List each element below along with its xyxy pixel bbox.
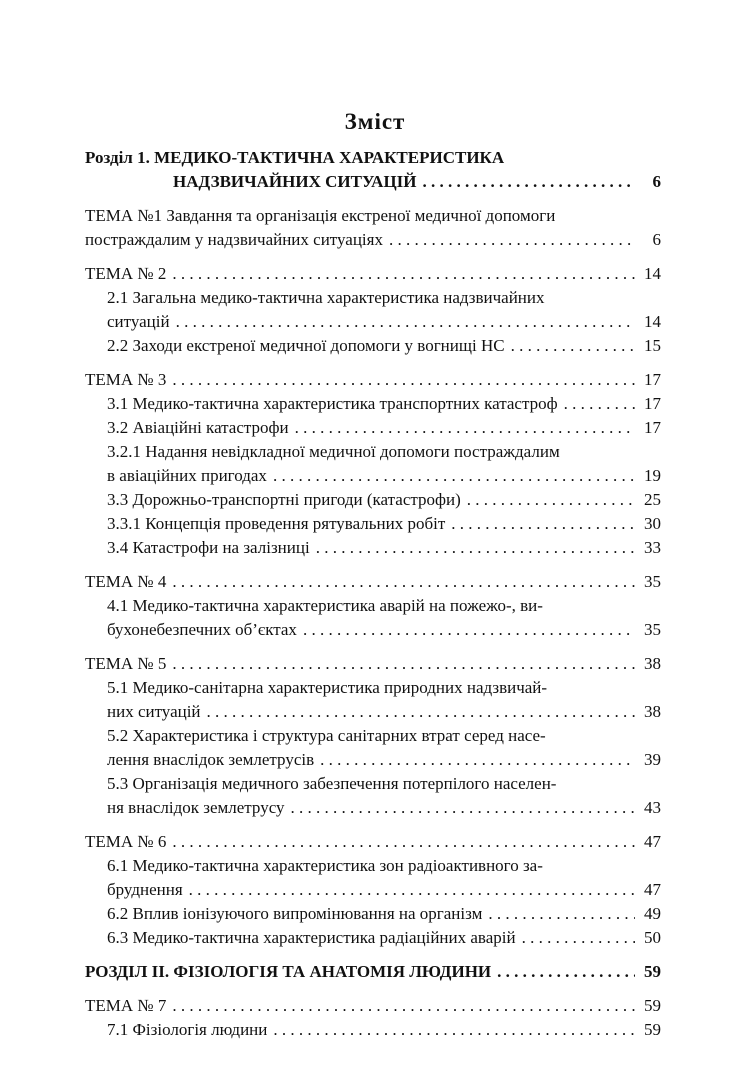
toc-page-number: 33: [644, 538, 661, 557]
dot-leader: [189, 878, 635, 902]
toc-entry-6-1[interactable]: [85, 854, 661, 902]
dot-leader: [172, 368, 635, 392]
toc-entry-text-line: постраждалим у надзвичайних ситуаціях: [85, 230, 383, 249]
toc-entry-5-3[interactable]: [85, 772, 661, 820]
toc-entry-text-line: них ситуацій: [107, 702, 201, 721]
toc-entry-3-3-1[interactable]: [85, 512, 661, 536]
toc-page-number: 35: [644, 620, 661, 639]
toc-entry-text-line: 5.1 Медико-санітарна характеристика природних надзвичай-: [107, 678, 548, 697]
dot-leader: [316, 536, 635, 560]
toc-entry-text-line: бухонебезпечних об’єктах: [107, 620, 297, 639]
toc-page-number: 39: [644, 750, 661, 769]
toc-entry-3-4[interactable]: [85, 536, 661, 560]
toc-entry-topic-4[interactable]: [85, 570, 661, 594]
toc-page-number: 47: [644, 832, 661, 851]
toc-page-number: 14: [644, 264, 661, 283]
dot-leader: [522, 926, 635, 950]
dot-leader: [451, 512, 635, 536]
toc-entry-text-line: 2.1 Загальна медико-тактична характеристика надзвичайних: [107, 288, 545, 307]
toc-page-number: 19: [644, 466, 661, 485]
toc-entry-topic-5[interactable]: [85, 652, 661, 676]
dot-leader: [423, 170, 635, 194]
toc-page-number: 6: [652, 230, 661, 249]
dot-leader: [467, 488, 635, 512]
page-title: Зміст: [344, 109, 406, 134]
toc-entry-text-line: 3.1 Медико-тактична характеристика транспортних катастроф: [107, 394, 558, 413]
toc-entry-text-line: ня внаслідок землетрусу: [107, 798, 285, 817]
toc-entry-3-2-1[interactable]: [85, 440, 661, 488]
toc-page-number: 43: [644, 798, 661, 817]
dot-leader: [291, 796, 635, 820]
toc-page-number: 17: [644, 418, 661, 437]
dot-leader: [488, 902, 635, 926]
toc-entry-text-line: 2.2 Заходи екстреної медичної допомоги у вогнищі НС: [107, 336, 505, 355]
dot-leader: [172, 994, 635, 1018]
dot-leader: [172, 830, 635, 854]
toc-page-number: 35: [644, 572, 661, 591]
dot-leader: [497, 960, 635, 984]
toc-page-number: 17: [644, 370, 661, 389]
toc-entry-topic-2[interactable]: [85, 262, 661, 286]
toc-entry-5-1[interactable]: [85, 676, 661, 724]
toc-entry-text-line: лення внаслідок землетрусів: [107, 750, 315, 769]
toc-entry-2-1[interactable]: [85, 286, 661, 334]
toc-entry-text-line: ТЕМА № 3: [85, 370, 167, 389]
toc-page-number: 59: [644, 996, 661, 1015]
toc-entry-2-2[interactable]: [85, 334, 661, 358]
toc-page-number: 49: [644, 904, 661, 923]
toc-entry-text-line: 3.2 Авіаційні катастрофи: [107, 418, 289, 437]
toc-entry-text-line: 5.2 Характеристика і структура санітарних втрат серед насе-: [107, 726, 546, 745]
toc-entry-text-line: 6.2 Вплив іонізуючого випромінювання на організм: [107, 904, 483, 923]
toc-page-number: 38: [644, 702, 661, 721]
dot-leader: [176, 310, 635, 334]
dot-leader: [511, 334, 635, 358]
toc-entry-text-line: 4.1 Медико-тактична характеристика аварій на пожежо-, ви-: [107, 596, 543, 615]
toc-entry-text-line: 7.1 Фізіологія людини: [107, 1020, 268, 1039]
toc-page-number: 47: [644, 880, 661, 899]
dot-leader: [320, 748, 635, 772]
dot-leader: [389, 228, 635, 252]
toc-entry-text-line: РОЗДІЛ ІІ. ФІЗІОЛОГІЯ ТА АНАТОМІЯ ЛЮДИНИ: [85, 962, 492, 981]
toc-entry-text-line: 3.3 Дорожньо-транспортні пригоди (катастрофи): [107, 490, 461, 509]
toc-page-number: 38: [644, 654, 661, 673]
dot-leader: [207, 700, 635, 724]
dot-leader: [295, 416, 635, 440]
toc-entry-text-line: бруднення: [107, 880, 183, 899]
toc-entry-4-1[interactable]: [85, 594, 661, 642]
toc-entry-6-2[interactable]: [85, 902, 661, 926]
toc-entry-5-2[interactable]: [85, 724, 661, 772]
toc-entry-text-line: ТЕМА № 5: [85, 654, 167, 673]
toc-entry-topic-3[interactable]: [85, 368, 661, 392]
toc-page-number: 17: [644, 394, 661, 413]
toc-entry-text-line: ТЕМА № 6: [85, 832, 167, 851]
dot-leader: [172, 262, 635, 286]
dot-leader: [273, 1018, 635, 1042]
toc-entry-section-1[interactable]: [85, 146, 661, 194]
toc-entry-topic-7[interactable]: [85, 994, 661, 1018]
toc-entry-7-1[interactable]: [85, 1018, 661, 1042]
toc-entry-3-1[interactable]: [85, 392, 661, 416]
toc-entry-text-line: Розділ 1. МЕДИКО-ТАКТИЧНА ХАРАКТЕРИСТИКА: [85, 148, 505, 167]
dot-leader: [303, 618, 635, 642]
toc-entry-text-line: ситуацій: [107, 312, 170, 331]
dot-leader: [172, 652, 635, 676]
toc-entry-3-2[interactable]: [85, 416, 661, 440]
toc-entry-text-line: в авіаційних пригодах: [107, 466, 267, 485]
toc-page-number: 6: [652, 172, 661, 191]
toc-entry-topic-6[interactable]: [85, 830, 661, 854]
toc-entry-6-3[interactable]: [85, 926, 661, 950]
toc-entry-section-2[interactable]: [85, 960, 661, 984]
dot-leader: [273, 464, 635, 488]
toc-entry-text-line: ТЕМА № 4: [85, 572, 167, 591]
toc-list: [85, 146, 661, 1042]
toc-entry-text-line: 3.3.1 Концепція проведення рятувальних робіт: [107, 514, 446, 533]
toc-entry-3-3[interactable]: [85, 488, 661, 512]
dot-leader: [564, 392, 635, 416]
toc-entry-text-line: 6.1 Медико-тактична характеристика зон радіоактивного за-: [107, 856, 543, 875]
toc-page-number: 50: [644, 928, 661, 947]
toc-entry-text-line: 3.4 Катастрофи на залізниці: [107, 538, 310, 557]
toc-page-number: 14: [644, 312, 661, 331]
toc-entry-text-line: ТЕМА №1 Завдання та організація екстреної медичної допомоги: [85, 206, 556, 225]
toc-page-number: 59: [644, 1020, 661, 1039]
toc-entry-topic-1[interactable]: [85, 204, 661, 252]
toc-page-number: 15: [644, 336, 661, 355]
toc-page-number: 30: [644, 514, 661, 533]
toc-page-number: 59: [644, 962, 661, 981]
toc-entry-text-line: ТЕМА № 2: [85, 264, 167, 283]
dot-leader: [172, 570, 635, 594]
toc-entry-text-line: НАДЗВИЧАЙНИХ СИТУАЦІЙ: [173, 172, 417, 191]
toc-page-number: 25: [644, 490, 661, 509]
toc-entry-text-line: ТЕМА № 7: [85, 996, 167, 1015]
toc-entry-text-line: 5.3 Організація медичного забезпечення потерпілого населен-: [107, 774, 557, 793]
toc-entry-text-line: 6.3 Медико-тактична характеристика радіаційних аварій: [107, 928, 516, 947]
toc-entry-text-line: 3.2.1 Надання невідкладної медичної допомоги постраждалим: [107, 442, 560, 461]
